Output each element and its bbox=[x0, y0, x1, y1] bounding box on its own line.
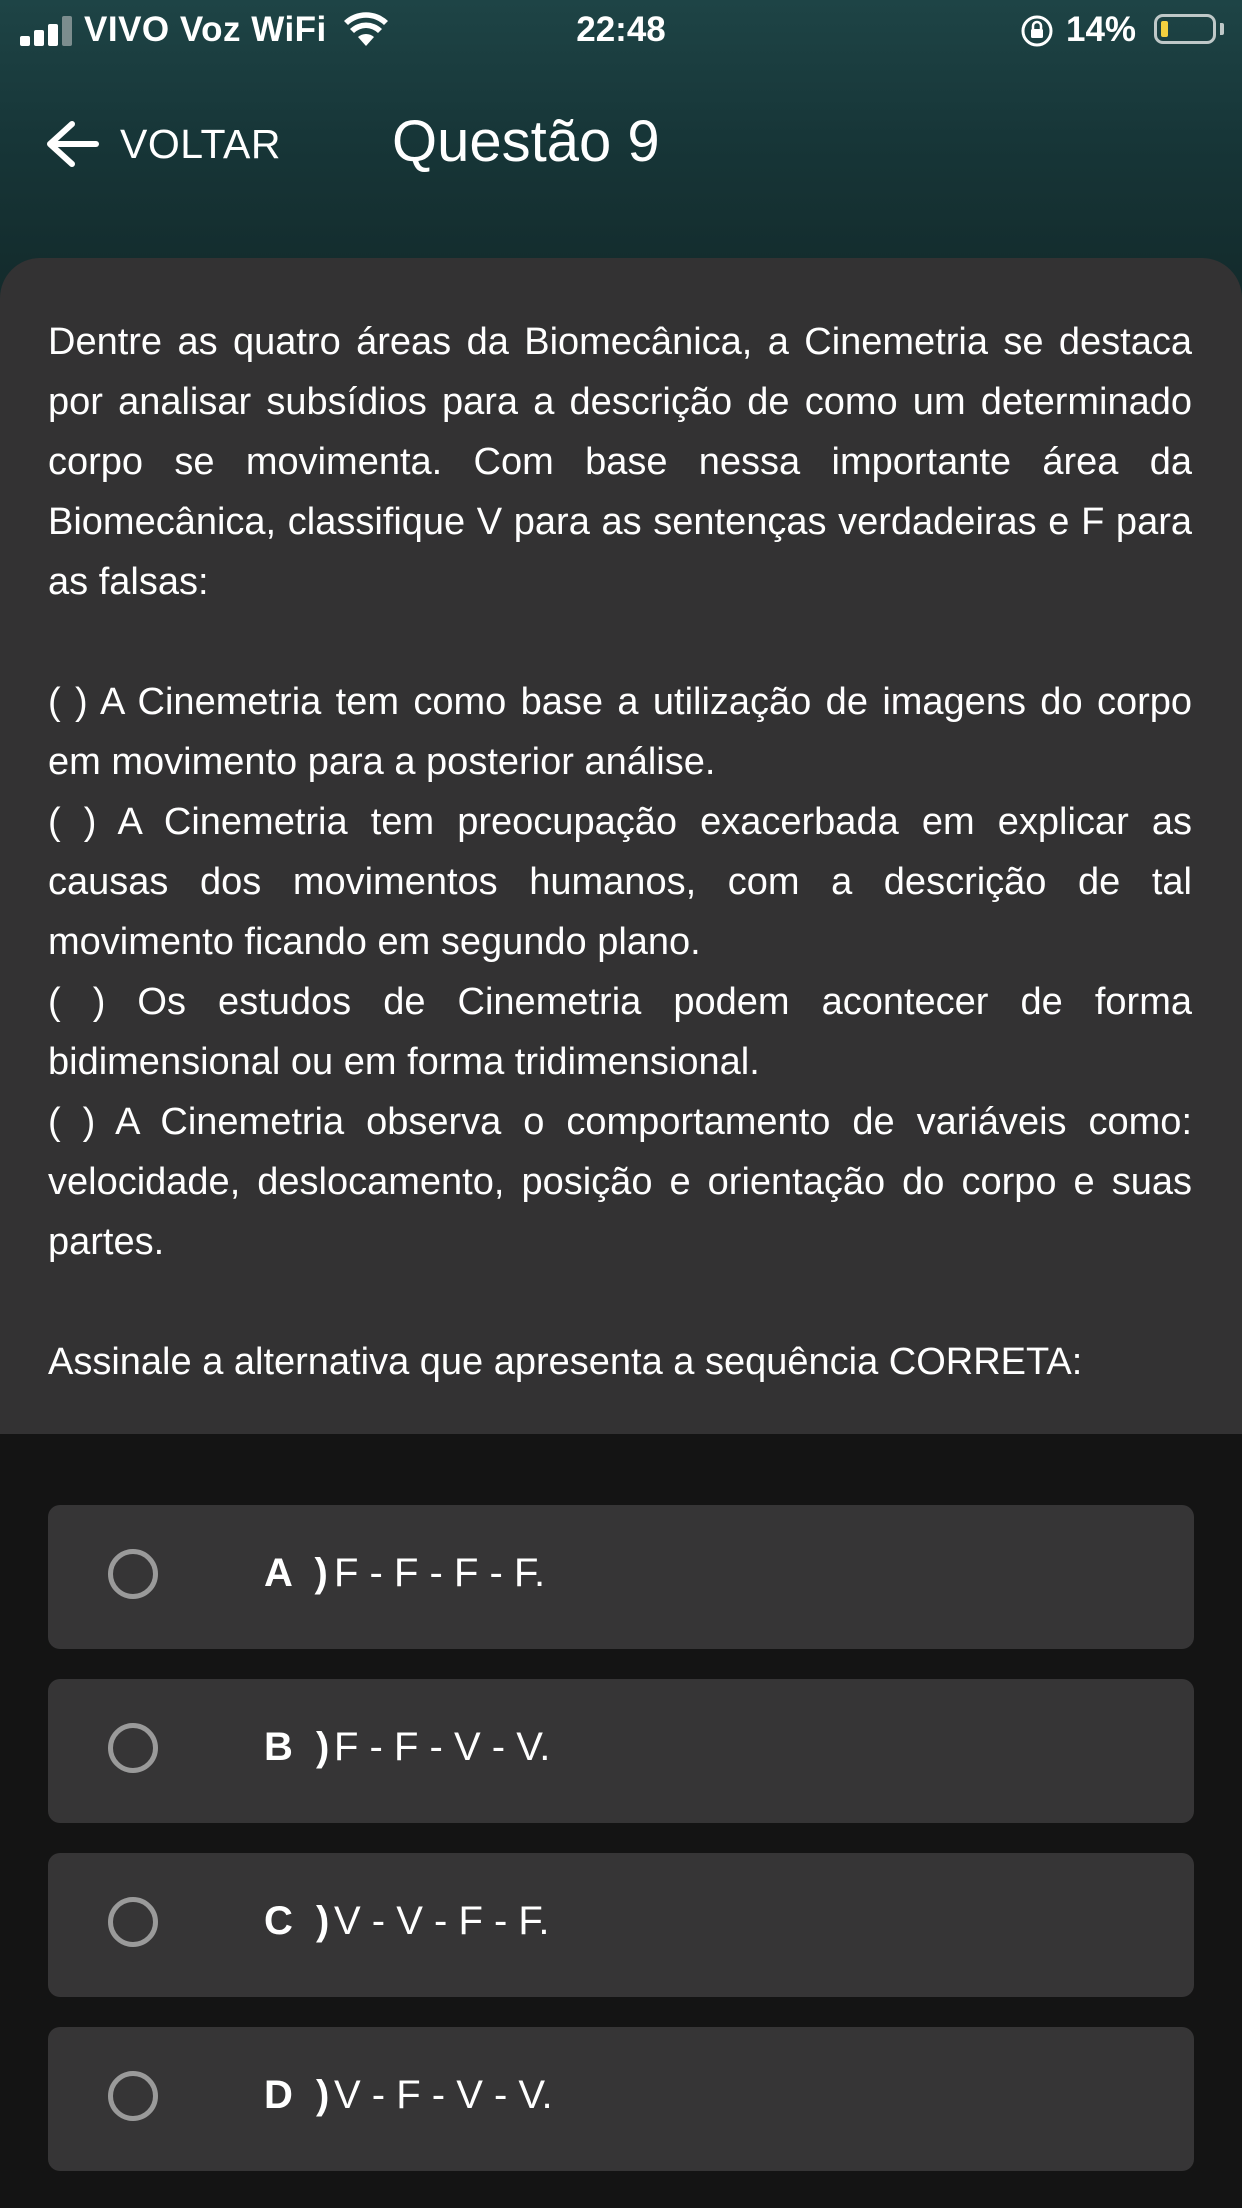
option-c[interactable] bbox=[48, 1853, 1194, 1997]
option-letter: B ) bbox=[264, 1725, 336, 1769]
question-intro: Dentre as quatro áreas da Biomecânica, a Cinemetria se destaca por analisar subsídios para a descrição de como um determinado corpo se movimenta. Com base nessa importante área da Biomecânica, classifique V para as sentenças verdadeiras e F para as falsas: bbox=[48, 321, 1192, 603]
radio-button[interactable] bbox=[108, 1897, 158, 1947]
radio-button[interactable] bbox=[108, 1723, 158, 1773]
option-a[interactable] bbox=[48, 1505, 1194, 1649]
question-text bbox=[48, 312, 1192, 1392]
question-card bbox=[0, 258, 1242, 1434]
battery-icon bbox=[1154, 14, 1216, 44]
option-text: F - F - V - V. bbox=[334, 1725, 551, 1769]
statement-1: ( ) A Cinemetria tem como base a utilização de imagens do corpo em movimento para a posterior análise. bbox=[48, 681, 1192, 783]
battery-cap bbox=[1220, 23, 1224, 35]
question-prompt: Assinale a alternativa que apresenta a sequência CORRETA: bbox=[48, 1341, 1083, 1383]
option-b[interactable] bbox=[48, 1679, 1194, 1823]
back-label: VOLTAR bbox=[120, 120, 281, 167]
option-text: F - F - F - F. bbox=[334, 1551, 546, 1595]
statement-4: ( ) A Cinemetria observa o comportamento de variáveis como: velocidade, deslocamento, posição e orientação do corpo e suas partes. bbox=[48, 1101, 1192, 1263]
option-text: V - F - V - V. bbox=[334, 2073, 553, 2117]
rotation-lock-icon bbox=[1020, 14, 1054, 48]
option-text: V - V - F - F. bbox=[334, 1899, 550, 1943]
arrow-left-icon bbox=[44, 119, 100, 169]
battery-percent: 14% bbox=[1066, 10, 1137, 49]
status-bar bbox=[0, 0, 1242, 62]
back-button[interactable] bbox=[44, 112, 281, 176]
option-letter: C ) bbox=[264, 1899, 336, 1943]
page-title: Questão 9 bbox=[392, 109, 660, 174]
carrier-name: VIVO Voz WiFi bbox=[84, 10, 327, 49]
option-letter: D ) bbox=[264, 2073, 336, 2117]
radio-button[interactable] bbox=[108, 2071, 158, 2121]
option-letter: A ) bbox=[264, 1551, 334, 1595]
statement-3: ( ) Os estudos de Cinemetria podem acontecer de forma bidimensional ou em forma tridimensional. bbox=[48, 981, 1192, 1083]
battery-level-fill bbox=[1161, 21, 1168, 37]
option-d[interactable] bbox=[48, 2027, 1194, 2171]
statement-2: ( ) A Cinemetria tem preocupação exacerbada em explicar as causas dos movimentos humanos, com a descrição de tal movimento ficando em segundo plano. bbox=[48, 801, 1192, 963]
radio-button[interactable] bbox=[108, 1549, 158, 1599]
status-time: 22:48 bbox=[576, 10, 666, 49]
header bbox=[0, 0, 1242, 300]
